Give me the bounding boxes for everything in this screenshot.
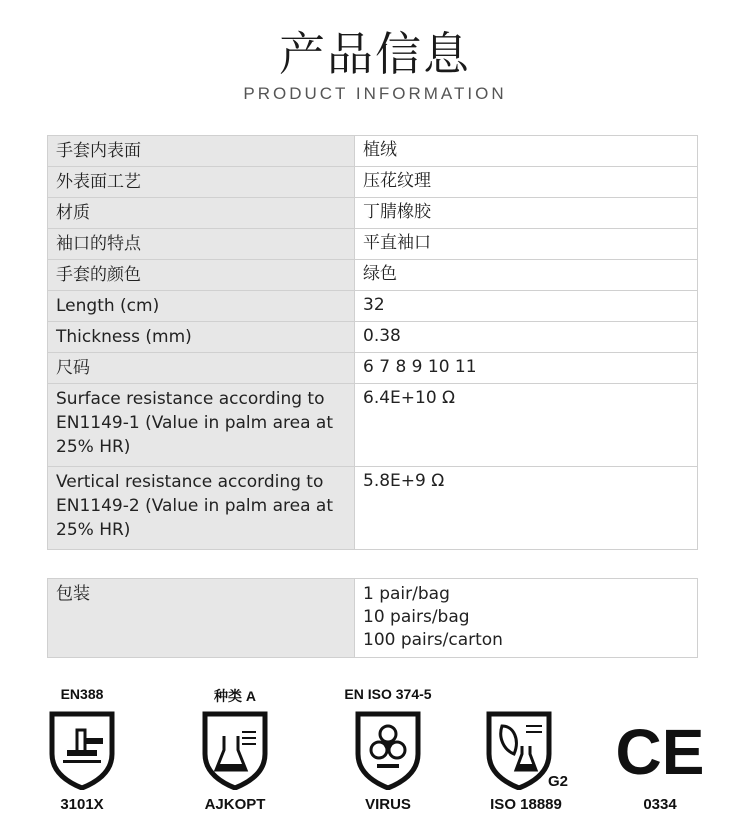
chemical-flask-shield-icon xyxy=(200,710,270,790)
cert-top-label: EN ISO 374-5 xyxy=(344,686,432,702)
table-row xyxy=(48,467,698,550)
row-label: 尺码 xyxy=(48,353,355,384)
certification-row xyxy=(0,686,750,826)
cert-bottom-label: 0334 xyxy=(643,796,677,813)
cert-chemical xyxy=(175,686,295,813)
hammer-shield-icon xyxy=(47,710,117,790)
cert-top-label: 种类 A xyxy=(214,688,256,704)
cert-biohazard xyxy=(328,686,448,813)
leaf-flask-shield-icon xyxy=(484,710,568,790)
table-row xyxy=(48,136,698,167)
table-row xyxy=(48,322,698,353)
cert-badge: G2 xyxy=(548,773,568,790)
row-label: 袖口的特点 xyxy=(48,229,355,260)
packaging-label: 包装 xyxy=(48,579,355,658)
table-row xyxy=(48,229,698,260)
packaging-line: 100 pairs/carton xyxy=(363,630,503,650)
table-row xyxy=(48,579,698,658)
packaging-line: 1 pair/bag xyxy=(363,584,450,604)
row-label: 手套内表面 xyxy=(48,136,355,167)
cert-ce xyxy=(600,686,720,813)
row-label: 手套的颜色 xyxy=(48,260,355,291)
row-label: 材质 xyxy=(48,198,355,229)
row-value: 5.8E+9 Ω xyxy=(355,467,698,550)
table-row xyxy=(48,353,698,384)
table-row xyxy=(48,384,698,467)
row-value: 植绒 xyxy=(355,136,698,167)
row-label: Length (cm) xyxy=(48,291,355,322)
row-value: 平直袖口 xyxy=(355,229,698,260)
row-value: 32 xyxy=(355,291,698,322)
page-subtitle: PRODUCT INFORMATION xyxy=(243,84,507,103)
packaging-table xyxy=(47,578,698,658)
row-value: 丁腈橡胶 xyxy=(355,198,698,229)
page-title: 产品信息 xyxy=(279,27,471,81)
cert-bottom-label: 3101X xyxy=(60,796,104,813)
cert-top-label xyxy=(600,686,720,706)
row-value: 压花纹理 xyxy=(355,167,698,198)
ce-mark-text: CE xyxy=(615,716,705,788)
cert-bottom-label: AJKOPT xyxy=(204,796,266,813)
packaging-line: 10 pairs/bag xyxy=(363,607,470,627)
row-label: Thickness (mm) xyxy=(48,322,355,353)
table-row xyxy=(48,291,698,322)
cert-bottom-label: VIRUS xyxy=(365,796,411,813)
cert-en388 xyxy=(22,686,142,813)
row-label: Vertical resistance according to EN1149-2 (Value in palm area at 25% HR) xyxy=(48,467,355,550)
row-label: Surface resistance according to EN1149-1 (Value in palm area at 25% HR) xyxy=(48,384,355,467)
cert-bottom-label: ISO 18889 xyxy=(490,796,562,813)
cert-top-label xyxy=(466,686,586,706)
packaging-value xyxy=(355,579,698,658)
row-value: 6.4E+10 Ω xyxy=(355,384,698,467)
cert-top-label: EN388 xyxy=(60,686,104,702)
ce-mark-icon xyxy=(615,710,705,790)
row-value: 绿色 xyxy=(355,260,698,291)
biohazard-shield-icon xyxy=(353,710,423,790)
row-value: 0.38 xyxy=(355,322,698,353)
cert-iso18889 xyxy=(466,686,586,813)
table-row xyxy=(48,260,698,291)
table-row xyxy=(48,167,698,198)
spec-table xyxy=(47,135,698,550)
row-value: 6 7 8 9 10 11 xyxy=(355,353,698,384)
table-row xyxy=(48,198,698,229)
row-label: 外表面工艺 xyxy=(48,167,355,198)
